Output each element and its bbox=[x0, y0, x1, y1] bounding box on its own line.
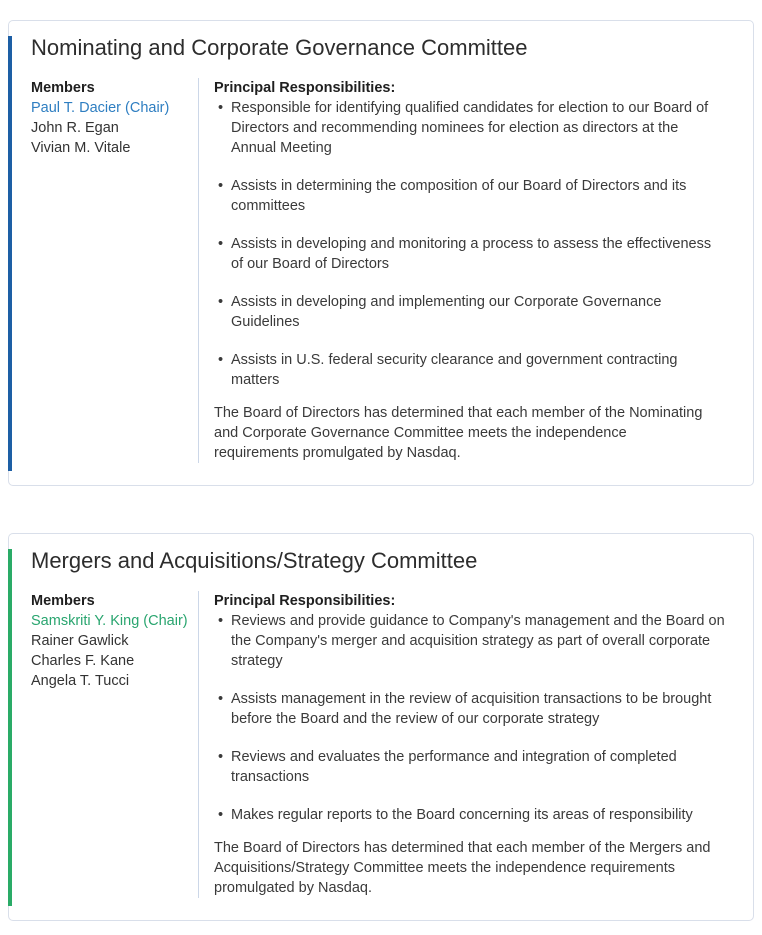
responsibilities-column bbox=[198, 591, 733, 898]
responsibilities-label: Principal Responsibilities: bbox=[214, 80, 396, 96]
responsibility-item: • Reviews and evaluates the performance and integration of completed transactions bbox=[214, 747, 726, 787]
independence-note: The Board of Directors has determined that each member of the Nominating and Corporate Governance Committee meets the independence requirements promulgated by Nasdaq. bbox=[214, 405, 703, 461]
responsibilities-column bbox=[198, 78, 733, 463]
member-chair-link[interactable]: Samskriti Y. King (Chair) bbox=[31, 613, 188, 629]
committee-title: Mergers and Acquisitions/Strategy Committee bbox=[31, 548, 478, 573]
member-name: John R. Egan bbox=[31, 120, 119, 136]
committee-card-nominating bbox=[8, 20, 754, 486]
responsibility-item: • Assists management in the review of acquisition transactions to be brought before the Board and the review of our corporate strategy bbox=[214, 689, 726, 729]
accent-bar bbox=[8, 36, 12, 471]
members-label: Members bbox=[31, 593, 95, 609]
responsibilities-list bbox=[214, 611, 733, 825]
committee-card-mergers bbox=[8, 533, 754, 921]
responsibility-item: • Makes regular reports to the Board concerning its areas of responsibility bbox=[214, 805, 726, 825]
members-column bbox=[31, 591, 198, 898]
members-column bbox=[31, 78, 198, 463]
member-name: Charles F. Kane bbox=[31, 653, 135, 669]
responsibility-item: • Assists in developing and implementing our Corporate Governance Guidelines bbox=[214, 292, 726, 332]
responsibilities-list bbox=[214, 98, 733, 390]
member-name: Rainer Gawlick bbox=[31, 633, 129, 649]
accent-bar bbox=[8, 549, 12, 906]
independence-note: The Board of Directors has determined that each member of the Mergers and Acquisitions/Strategy Committee meets the independence requirements promulgated by Nasdaq. bbox=[214, 840, 711, 896]
responsibility-item: • Responsible for identifying qualified candidates for election to our Board of Directors and recommending nominees for election as directors at the Annual Meeting bbox=[214, 98, 726, 158]
responsibility-item: • Assists in U.S. federal security clearance and government contracting matters bbox=[214, 350, 726, 390]
member-chair-link[interactable]: Paul T. Dacier (Chair) bbox=[31, 100, 170, 116]
responsibility-item: • Assists in determining the composition of our Board of Directors and its committees bbox=[214, 176, 726, 216]
committee-body bbox=[31, 591, 733, 898]
responsibility-item: • Assists in developing and monitoring a process to assess the effectiveness of our Board of Directors bbox=[214, 234, 726, 274]
members-label: Members bbox=[31, 80, 95, 96]
member-name: Angela T. Tucci bbox=[31, 673, 130, 689]
committee-title: Nominating and Corporate Governance Committee bbox=[31, 35, 528, 60]
committee-body bbox=[31, 78, 733, 463]
member-name: Vivian M. Vitale bbox=[31, 140, 131, 156]
responsibility-item: • Reviews and provide guidance to Company's management and the Board on the Company's merger and acquisition strategy as part of overall corporate strategy bbox=[214, 611, 726, 671]
responsibilities-label: Principal Responsibilities: bbox=[214, 593, 396, 609]
